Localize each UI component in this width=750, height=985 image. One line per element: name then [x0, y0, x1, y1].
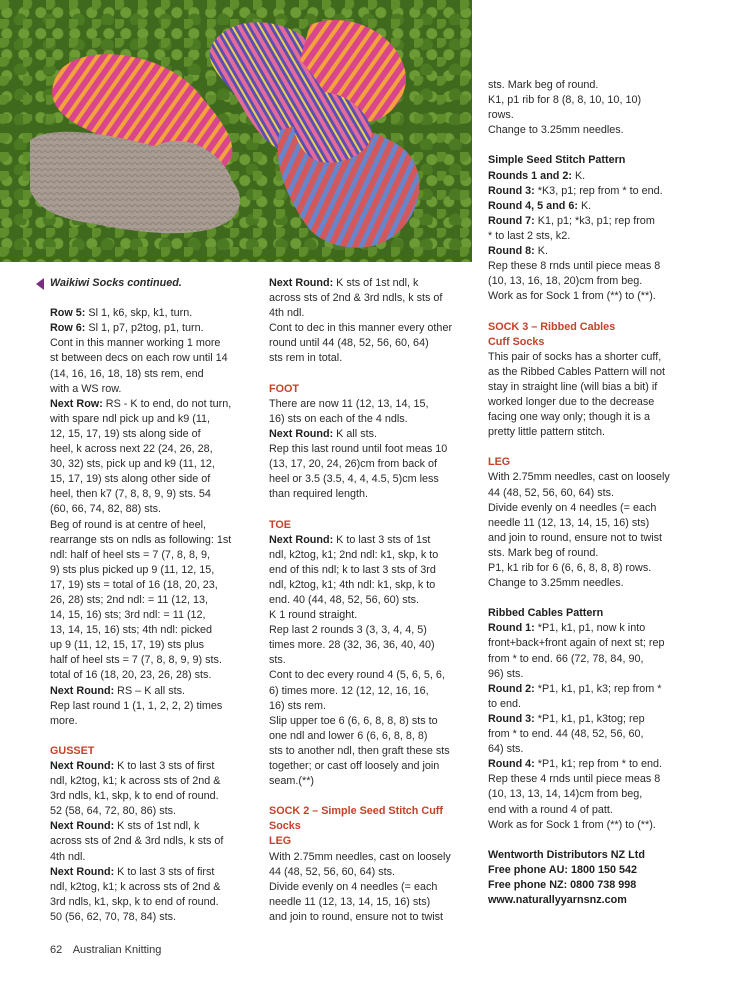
contact-line: Free phone NZ: 0800 738 998 — [488, 878, 637, 891]
top-line: rows. — [488, 109, 514, 122]
foot-rep-line: heel or 3.5 (3.5, 4, 4, 4.5, 5)cm less — [269, 473, 439, 486]
next-round: Next Round: RS – K all sts. — [50, 684, 185, 697]
seed-round-7: Round 7: K1, p1; *k3, p1; rep from — [488, 214, 655, 227]
cables-rep-line: Work as for Sock 1 from (**) to (**). — [488, 818, 656, 831]
leg-line: P1, k1 rib for 6 (6, 6, 8, 8, 8) rows. — [488, 562, 652, 574]
contact-line: Wentworth Distributors NZ Ltd — [488, 848, 645, 861]
cables-line: front+back+front again of next st; rep — [488, 637, 665, 650]
foot-line: There are now 11 (12, 13, 14, 15, — [269, 397, 429, 410]
toe-rep-line: sts. — [269, 654, 286, 667]
top-line: K1, p1 rib for 8 (8, 8, 10, 10, 10) — [488, 94, 642, 107]
continued-label: Waikiwi Socks continued. — [50, 277, 182, 289]
seed-round-3: Round 3: *K3, p1; rep from * to end. — [488, 184, 663, 197]
next-round-line: 4th ndl. — [269, 307, 305, 320]
gusset-line: 52 (58, 64, 72, 80, 86) sts. — [50, 805, 177, 818]
next-row: Next Row: RS - K to end, do not turn, — [50, 397, 232, 410]
toe-line: end of this ndl; k to last 3 sts of 3rd — [269, 563, 436, 576]
magazine-name: Australian Knitting — [72, 944, 162, 956]
leg-line: and join to round, ensure not to twist — [488, 531, 663, 544]
cont-line: with a WS row. — [50, 382, 122, 395]
foot-next-round: Next Round: K all sts. — [269, 427, 377, 440]
foot-rep-line: than required length. — [269, 488, 369, 501]
toe-next-round: Next Round: K to last 3 sts of 1st — [269, 533, 431, 546]
seed-round-7-cont: * to last 2 sts, k2. — [488, 229, 571, 242]
cont-dec-line: sts rem in total. — [269, 352, 343, 365]
seed-rep-line: (10, 13, 16, 18, 20)cm from beg. — [488, 275, 643, 288]
contact-line: Free phone AU: 1800 150 542 — [488, 863, 638, 876]
seed-stitch-title: Simple Seed Stitch Pattern — [488, 154, 626, 167]
toe-cont-line: 16) sts rem. — [269, 699, 326, 712]
seed-round-1-2: Rounds 1 and 2: K. — [488, 169, 586, 182]
cables-line: to end. — [488, 697, 522, 710]
socks-photo-icon — [0, 0, 472, 262]
cables-rep-line: Rep these 4 rnds until piece meas 8 — [488, 773, 661, 786]
rep-last-line: Rep last round 1 (1, 1, 2, 2, 2) times — [50, 699, 223, 712]
toe-straight: K 1 round straight. — [269, 609, 358, 622]
toe-rep-line: times more. 28 (32, 36, 36, 40, 40) — [269, 639, 435, 652]
page-footer — [50, 944, 161, 956]
gusset-round-1: Next Round: K to last 3 sts of first — [50, 760, 215, 772]
cables-title: Ribbed Cables Pattern — [488, 607, 604, 620]
cont-line: Cont in this manner working 1 more — [50, 337, 221, 350]
toe-line: end. 40 (44, 48, 52, 56, 60) sts. — [269, 593, 420, 606]
foot-heading: FOOT — [269, 382, 299, 395]
next-round: Next Round: K sts of 1st ndl, k — [269, 277, 419, 289]
seed-round-4-6: Round 4, 5 and 6: K. — [488, 199, 592, 212]
cables-line: 64) sts. — [488, 743, 524, 756]
leg-line: and join to round, ensure not to twist — [269, 910, 444, 923]
gusset-line: across sts of 2nd & 3rd ndls, k sts of — [50, 835, 224, 848]
cables-rep-line: (10, 13, 13, 14, 14)cm from beg, — [488, 788, 643, 801]
toe-rep-line: Rep last 2 rounds 3 (3, 3, 4, 4, 5) — [269, 624, 427, 637]
toe-slip-line: one ndl and lower 6 (6, 6, 8, 8, 8) — [269, 729, 428, 742]
cables-round-1: Round 1: *P1, k1, p1, now k into — [488, 622, 646, 635]
column-1 — [50, 276, 255, 925]
beg-line: half of heel sts = 7 (7, 8, 8, 9, 9) sts. — [50, 654, 222, 667]
seed-rep-line: Rep these 8 rnds until piece meas 8 — [488, 260, 661, 273]
cables-round-3: Round 3: *P1, k1, p1, k3tog; rep — [488, 712, 645, 725]
cables-round-2: Round 2: *P1, k1, p1, k3; rep from * — [488, 682, 662, 695]
sock2-heading: SOCK 2 – Simple Seed Stitch Cuff — [269, 805, 443, 818]
cont-line: st between decs on each row until 14 — [50, 352, 228, 365]
toe-slip-line: Slip upper toe 6 (6, 6, 8, 8, 8) sts to — [269, 714, 438, 727]
gusset-line: ndl, k2tog, k1; k across sts of 2nd & — [50, 880, 221, 893]
gusset-heading: GUSSET — [50, 744, 95, 757]
continued-arrow-icon — [36, 278, 44, 290]
gusset-line: 3rd ndls, k1, skp, k to end of round. — [50, 790, 219, 803]
beg-line: 26, 28) sts; 2nd ndl: = 11 (12, 13, — [50, 593, 208, 606]
toe-slip-line: together; or cast off loosely and join — [269, 760, 440, 772]
next-row-line: 15, 17, 19) sts along other side of — [50, 473, 211, 486]
foot-rep-line: Rep this last round until foot meas 10 — [269, 443, 448, 456]
beg-line: 14, 15, 16) sts; 3rd ndl: = 11 (12, — [50, 609, 206, 622]
gusset-round-3: Next Round: K to last 3 sts of first — [50, 865, 215, 878]
toe-slip-line: sts to another ndl, then graft these sts — [269, 744, 450, 757]
cont-dec-line: round until 44 (48, 52, 56, 60, 64) — [269, 337, 429, 350]
sock3-line: facing one way only; though it is a — [488, 411, 651, 424]
next-row-line: 30, 32) sts, pick up and k9 (11, 12, — [50, 458, 215, 471]
sock3-line: This pair of socks has a shorter cuff, — [488, 350, 662, 363]
leg-line: needle 11 (12, 13, 14, 15, 16) sts) — [269, 895, 431, 908]
leg-line: 44 (48, 52, 56, 60, 64) sts. — [269, 865, 396, 878]
sock3-line: worked longer due to the decrease — [488, 395, 655, 408]
leg-line: Change to 3.25mm needles. — [488, 577, 624, 590]
sock3-heading: SOCK 3 – Ribbed Cables — [488, 320, 616, 333]
next-round-line: across sts of 2nd & 3rd ndls, k sts of — [269, 292, 443, 305]
leg-line: With 2.75mm needles, cast on loosely — [488, 471, 670, 484]
gusset-line: 3rd ndls, k1, skp, k to end of round. — [50, 895, 219, 908]
rep-last-line: more. — [50, 714, 78, 727]
toe-slip-line: seam.(**) — [269, 775, 314, 788]
next-row-line: 12, 15, 17, 19) sts along side of — [50, 427, 201, 440]
leg-line: sts. Mark beg of round. — [488, 546, 599, 559]
beg-line: 17, 19) sts = total of 16 (18, 20, 23, — [50, 578, 218, 591]
cables-rep-line: end with a round 4 of patt. — [488, 803, 613, 816]
sock2-heading: Socks — [269, 820, 301, 833]
foot-rep-line: (13, 17, 20, 24, 26)cm from back of — [269, 458, 438, 471]
next-row-line: heel, k across next 22 (24, 26, 28, — [50, 443, 213, 456]
leg-line: Divide evenly on 4 needles (= each — [269, 880, 438, 893]
sock3-line: stay in straight line (will bias a bit) if — [488, 380, 658, 393]
socks-photo — [0, 0, 472, 262]
gusset-line: 50 (56, 62, 70, 78, 84) sts. — [50, 910, 177, 923]
gusset-line: 4th ndl. — [50, 850, 86, 863]
sock3-line: as the Ribbed Cables Pattern will not — [488, 365, 666, 378]
sock3-heading: Cuff Socks — [488, 335, 545, 348]
leg-heading: LEG — [269, 835, 292, 848]
toe-heading: TOE — [269, 518, 291, 531]
row-6: Row 6: Sl 1, p7, p2tog, p1, turn. — [50, 322, 204, 335]
top-line: Change to 3.25mm needles. — [488, 124, 624, 137]
leg-line: needle 11 (12, 13, 14, 15, 16) sts) — [488, 516, 650, 529]
leg-heading: LEG — [488, 456, 511, 469]
cables-line: from * to end. 44 (48, 52, 56, 60, — [488, 728, 644, 741]
beg-line: 9) sts plus picked up 9 (11, 12, 15, — [50, 563, 215, 576]
leg-line: Divide evenly on 4 needles (= each — [488, 501, 657, 514]
column-2 — [269, 276, 474, 925]
leg-line: With 2.75mm needles, cast on loosely — [269, 850, 451, 863]
beg-line: rearrange sts on ndls as following: 1st — [50, 533, 232, 546]
row-5: Row 5: Sl 1, k6, skp, k1, turn. — [50, 307, 193, 320]
gusset-line: ndl, k2tog, k1; k across sts of 2nd & — [50, 775, 221, 788]
toe-line: ndl, k2tog, k1; 2nd ndl: k1, skp, k to — [269, 548, 439, 561]
foot-line: 16) sts on each of the 4 ndls. — [269, 412, 408, 425]
cables-round-4: Round 4: *P1, k1; rep from * to end. — [488, 758, 663, 771]
beg-line: ndl: half of heel sts = 7 (7, 8, 8, 9, — [50, 548, 210, 561]
cont-dec-line: Cont to dec in this manner every other — [269, 322, 453, 335]
beg-line: up 9 (11, 12, 15, 17, 19) sts plus — [50, 639, 205, 652]
cont-line: (14, 16, 16, 18, 18) sts rem, end — [50, 367, 204, 380]
top-line: sts. Mark beg of round. — [488, 79, 599, 91]
beg-line: total of 16 (18, 20, 23, 26, 28) sts. — [50, 669, 212, 682]
toe-line: ndl, k2tog, k1; 4th ndl: k1, skp, k to — [269, 578, 436, 591]
toe-cont-line: Cont to dec every round 4 (5, 6, 5, 6, — [269, 669, 445, 682]
page-number: 62 — [50, 944, 63, 956]
beg-line: Beg of round is at centre of heel, — [50, 518, 207, 531]
next-row-line: (60, 66, 74, 82, 88) sts. — [50, 503, 162, 516]
next-row-line: with spare ndl pick up and k9 (11, — [50, 412, 211, 425]
gusset-round-2: Next Round: K sts of 1st ndl, k — [50, 820, 200, 833]
column-3 — [488, 78, 693, 908]
sock3-line: pretty little pattern stitch. — [488, 426, 606, 439]
toe-cont-line: 6) times more. 12 (12, 12, 16, 16, — [269, 684, 429, 697]
next-row-line: heel, then k7 (7, 8, 8, 9, 9) sts. 54 — [50, 488, 211, 501]
cables-line: 96) sts. — [488, 667, 524, 680]
cables-line: from * to end. 66 (72, 78, 84, 90, — [488, 652, 644, 665]
beg-line: 13, 14, 15, 16) sts; 4th ndl: picked — [50, 624, 213, 637]
seed-round-8: Round 8: K. — [488, 245, 548, 258]
seed-rep-line: Work as for Sock 1 from (**) to (**). — [488, 290, 656, 303]
contact-url: www.naturallyyarnsnz.com — [488, 894, 627, 907]
leg-line: 44 (48, 52, 56, 60, 64) sts. — [488, 486, 615, 499]
